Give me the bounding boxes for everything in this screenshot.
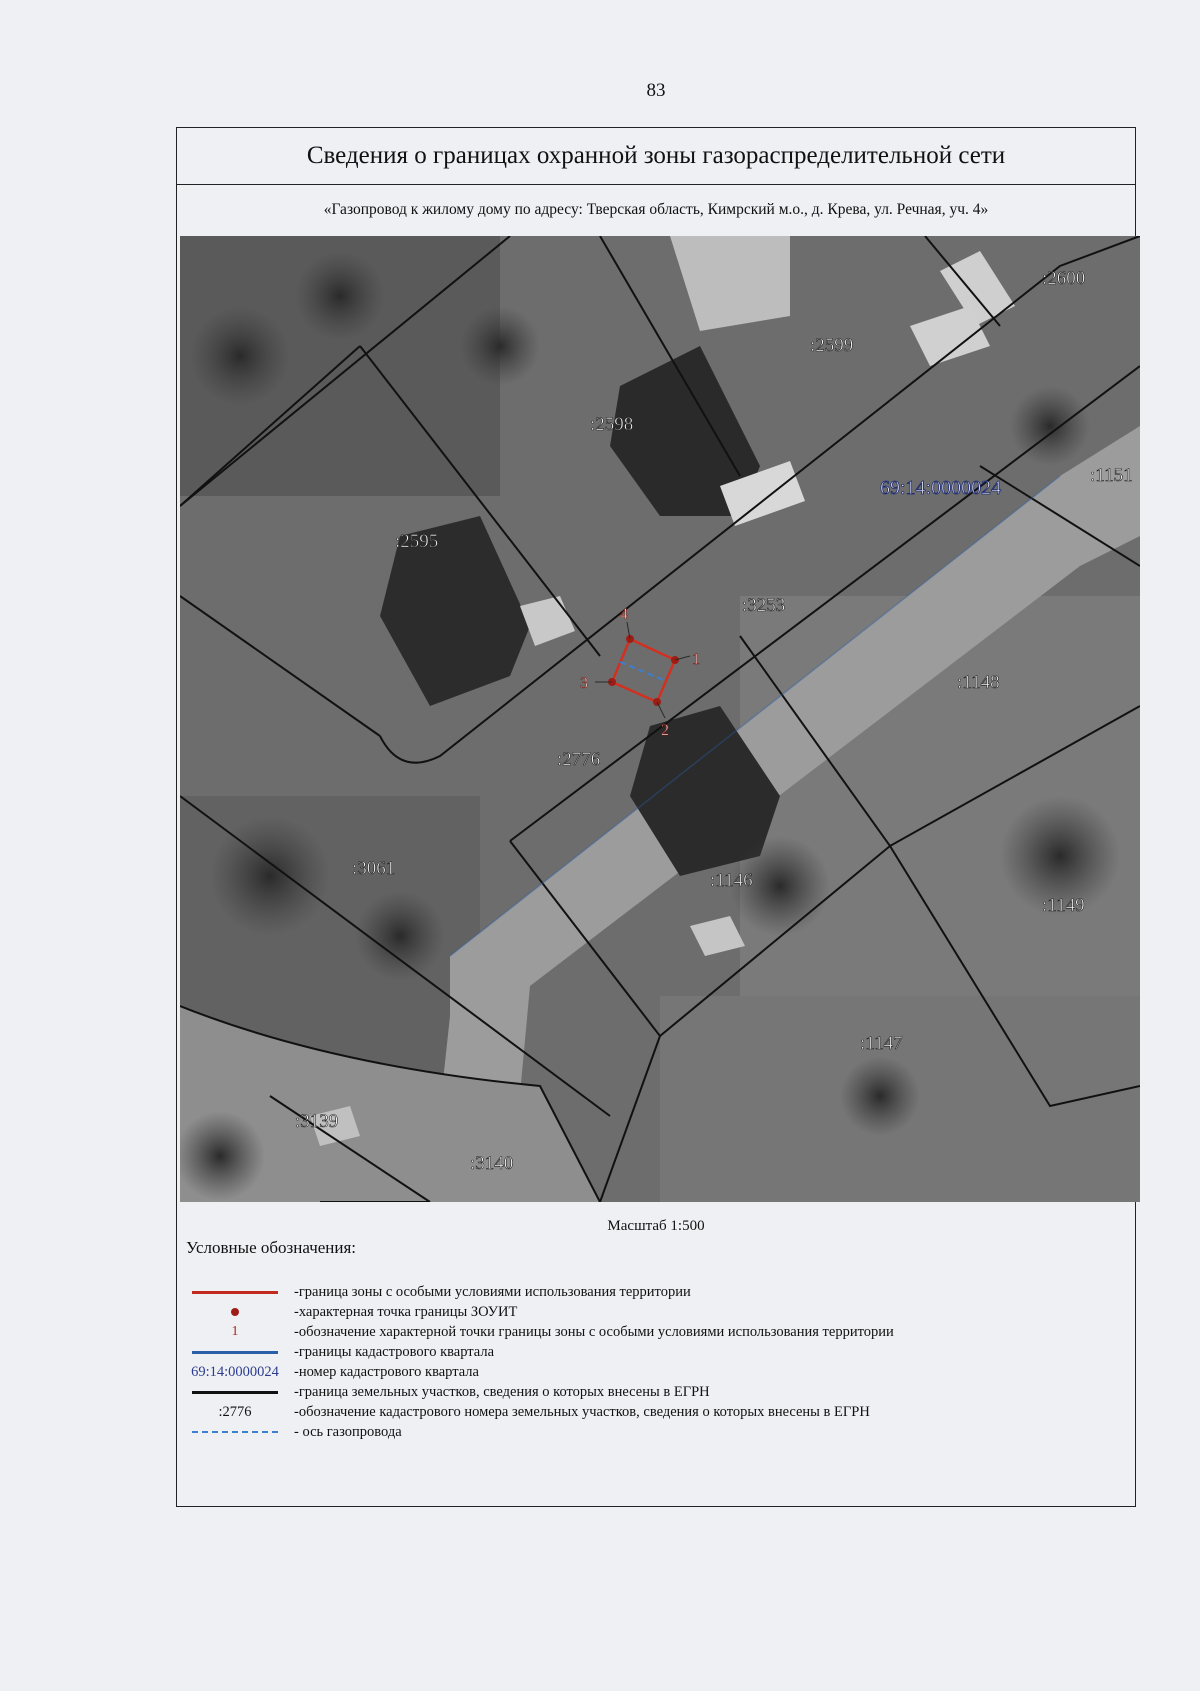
legend-item xyxy=(176,1282,1076,1302)
legend-title: Условные обозначения: xyxy=(186,1238,357,1257)
legend xyxy=(176,1282,1076,1442)
zone-point-label-3: 3 xyxy=(580,675,588,692)
legend-symbol-quarter-number xyxy=(176,1362,294,1382)
legend-item xyxy=(176,1402,1076,1422)
legend-item xyxy=(176,1302,1076,1322)
parcel-label-3253: :3253 xyxy=(742,595,786,616)
parcel-label-1147: :1147 xyxy=(860,1033,903,1054)
legend-symbol-cadastral-number xyxy=(176,1402,294,1422)
parcel-label-1149: :1149 xyxy=(1042,895,1085,916)
blue-dashed-line-symbol xyxy=(192,1431,278,1433)
legend-text: -характерная точка границы ЗОУИТ xyxy=(294,1303,518,1320)
document-subtitle: «Газопровод к жилому дому по адресу: Тверская область, Кимрский м.о., д. Крева, ул. Речная, уч. 4» xyxy=(323,201,989,218)
red-number-symbol: 1 xyxy=(231,1324,239,1339)
black-line-symbol xyxy=(192,1391,278,1394)
cadastral-number-symbol: :2776 xyxy=(218,1403,252,1420)
legend-text: -граница зоны с особыми условиями использования территории xyxy=(294,1283,691,1300)
aerial-map[interactable] xyxy=(180,236,1140,1202)
legend-item xyxy=(176,1422,1076,1442)
red-line-symbol xyxy=(192,1291,278,1294)
legend-symbol-zone-point xyxy=(176,1302,294,1322)
page-number: 83 xyxy=(646,80,666,101)
zone-point-label-1: 1 xyxy=(692,651,700,668)
quarter-number-label: 69:14:0000024 xyxy=(880,477,1002,499)
quarter-number-symbol: 69:14:0000024 xyxy=(191,1363,279,1380)
parcel-label-2595: :2595 xyxy=(395,531,439,552)
legend-text: -граница земельных участков, сведения о которых внесены в ЕГРН xyxy=(294,1383,710,1400)
parcel-label-2776: :2776 xyxy=(557,749,601,770)
legend-symbol-zone-boundary xyxy=(176,1282,294,1302)
legend-text: -обозначение кадастрового номера земельных участков, сведения о которых внесены в ЕГРН xyxy=(294,1403,870,1420)
legend-symbol-point-number xyxy=(176,1322,294,1342)
tree xyxy=(190,306,290,406)
tree xyxy=(840,1056,920,1136)
legend-text: -номер кадастрового квартала xyxy=(294,1363,479,1380)
red-dot-symbol xyxy=(231,1308,239,1316)
parcel-label-3061: :3061 xyxy=(352,858,396,879)
map-canvas xyxy=(180,236,1140,1202)
blue-line-symbol xyxy=(192,1351,278,1354)
tree xyxy=(295,251,385,341)
legend-text: -границы кадастрового квартала xyxy=(294,1343,495,1360)
parcel-label-3139: :3139 xyxy=(295,1111,339,1132)
parcel-label-1151: :1151 xyxy=(1090,465,1133,486)
parcel-label-2598: :2598 xyxy=(590,414,634,435)
map-scale: Масштаб 1:500 xyxy=(607,1218,705,1234)
zone-point-label-2: 2 xyxy=(661,722,669,739)
tree xyxy=(210,816,330,936)
legend-text: - ось газопровода xyxy=(294,1423,402,1440)
legend-item xyxy=(176,1342,1076,1362)
zone-point-label-4: 4 xyxy=(620,606,628,623)
parcel-label-2599: :2599 xyxy=(810,335,854,356)
legend-symbol-quarter-boundary xyxy=(176,1342,294,1362)
parcel-label-1148: :1148 xyxy=(957,672,1000,693)
parcel-label-3140: :3140 xyxy=(470,1153,514,1174)
parcel-label-1146: :1146 xyxy=(710,870,753,891)
parcel-label-2600: :2600 xyxy=(1042,268,1086,289)
legend-text: -обозначение характерной точки границы зоны с особыми условиями использования территории xyxy=(294,1323,894,1340)
legend-item xyxy=(176,1382,1076,1402)
legend-symbol-gas-axis xyxy=(176,1422,294,1442)
tree xyxy=(460,306,540,386)
legend-symbol-parcel-boundary xyxy=(176,1382,294,1402)
document-title: Сведения о границах охранной зоны газораспределительной сети xyxy=(176,127,1136,185)
legend-item xyxy=(176,1362,1076,1382)
legend-item xyxy=(176,1322,1076,1342)
